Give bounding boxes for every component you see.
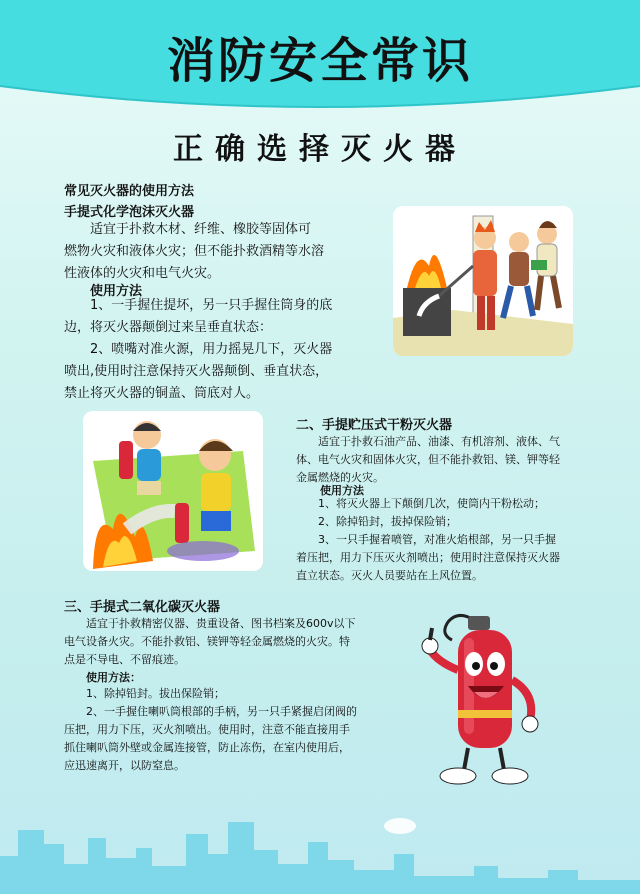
section1-description xyxy=(64,219,394,285)
page-title: 消防安全常识 xyxy=(166,33,473,89)
section1-step-line: 禁止将灭火器的铜盖、筒底对人。 xyxy=(64,386,260,401)
section2-method-label: 使用方法 xyxy=(320,484,364,497)
section2-desc-line: 金属燃烧的火灾。 xyxy=(296,471,384,484)
section2-step-line: 直立状态。灭火人员要站在上风位置。 xyxy=(296,569,483,582)
section2-steps xyxy=(296,495,586,585)
section3-step-line: 抓住喇叭筒外壁或金属连接管，防止冻伤，在室内使用后， xyxy=(64,741,350,754)
section1-step-line: 喷出,使用时注意保持灭火器颠倒、垂直状态， xyxy=(64,364,329,379)
section2-step-line: 3、一只手握着喷管，对准火焰根部，另一只手握 xyxy=(318,533,556,546)
city-skyline xyxy=(0,804,640,894)
section3-step-line: 2、一手握住喇叭筒根部的手柄，另一只手紧握启闭阀的 xyxy=(86,705,357,718)
foam-extinguisher-illustration xyxy=(393,206,573,356)
section1-desc-line: 性液体的火灾和电气火灾。 xyxy=(64,266,221,281)
section3-heading: 三、手提式二氧化碳灭火器 xyxy=(64,600,221,615)
extinguisher-mascot xyxy=(418,610,558,790)
section3-method-label: 使用方法： xyxy=(86,671,141,684)
section1-step-line: 边，将灭火器颠倒过来呈垂直状态： xyxy=(64,320,273,335)
section2-step-line: 着压把，用力下压灭火剂喷出；使用时注意保持灭火器 xyxy=(296,551,560,564)
dry-powder-extinguisher-illustration xyxy=(83,411,263,571)
section2-desc-line: 适宜于扑救石油产品、油漆、有机溶剂、液体、气 xyxy=(318,435,560,448)
section3-description xyxy=(64,615,394,669)
section2-description xyxy=(296,433,586,487)
section3-steps xyxy=(64,685,394,775)
page-subtitle: 正确选择灭火器 xyxy=(173,132,467,167)
intro-heading: 常见灭火器的使用方法 xyxy=(64,184,195,199)
section1-method-label: 使用方法 xyxy=(90,284,143,299)
section1-heading: 手提式化学泡沫灭火器 xyxy=(64,205,195,220)
section3-desc-line: 适宜于扑救精密仪器、贵重设备、图书档案及600v以下 xyxy=(86,617,356,630)
section1-desc-line: 燃物火灾和液体火灾；但不能扑救酒精等水溶 xyxy=(64,244,325,259)
section2-step-line: 2、除掉铅封，拔掉保险销； xyxy=(318,515,457,528)
section2-heading: 二、手提贮压式干粉灭火器 xyxy=(296,418,453,433)
section3-step-line: 应迅速离开，以防窒息。 xyxy=(64,759,185,772)
section1-desc-line: 适宜于扑救木材、纤维、橡胶等固体可 xyxy=(90,222,312,237)
section1-step-line: 1、一手握住提坏，另一只手握住筒身的底 xyxy=(90,298,333,313)
section2-step-line: 1、将灭火器上下颠倒几次，使筒内干粉松动； xyxy=(318,497,545,510)
section3-desc-line: 点是不导电、不留痕迹。 xyxy=(64,653,185,666)
section1-steps xyxy=(64,295,394,405)
section3-desc-line: 电气设备火灾。不能扑救铝、镁钾等轻金属燃烧的火灾。特 xyxy=(64,635,350,648)
section3-step-line: 压把，用力下压，灭火剂喷出。使用时，注意不能直接用手 xyxy=(64,723,350,736)
section1-step-line: 2、喷嘴对准火源，用力摇晃几下，灭火器 xyxy=(90,342,333,357)
section2-desc-line: 体、电气火灾和固体火灾，但不能扑救铝、镁、钾等轻 xyxy=(296,453,560,466)
section3-step-line: 1、除掉铅封。拔出保险销； xyxy=(86,687,225,700)
